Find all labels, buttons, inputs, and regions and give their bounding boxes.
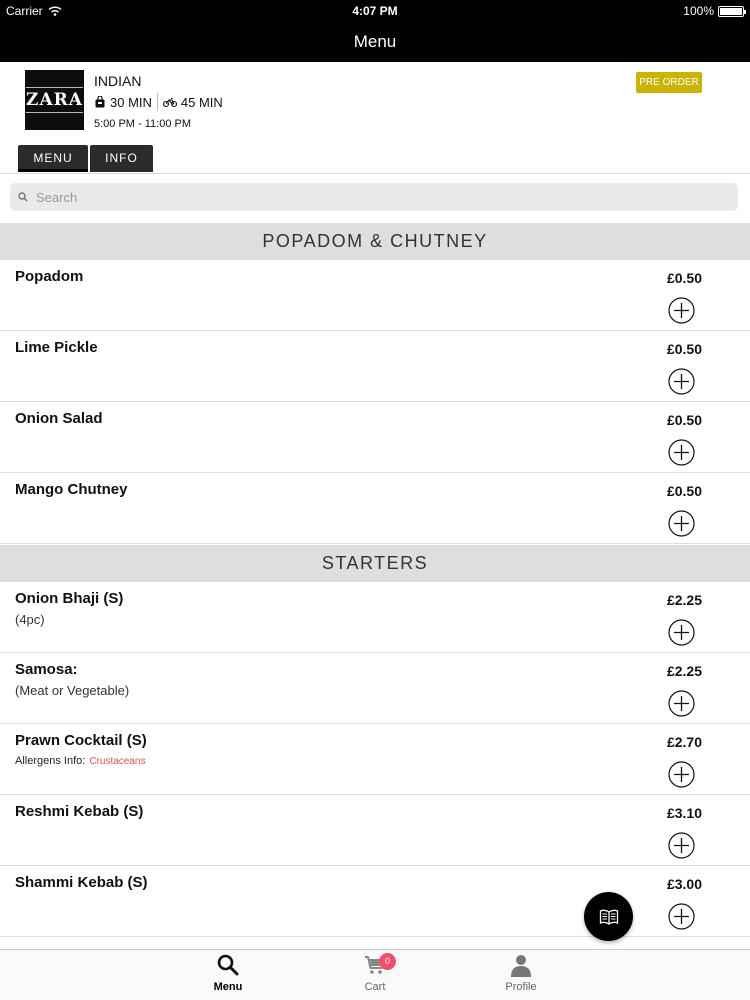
item-name: Prawn Cocktail (S) xyxy=(15,732,147,749)
delivery-times xyxy=(94,93,223,111)
segment-tabs xyxy=(18,145,153,172)
add-icon[interactable] xyxy=(668,439,695,466)
item-name: Onion Bhaji (S) xyxy=(15,590,124,607)
tab-bar-profile[interactable] xyxy=(481,953,561,993)
search-bar xyxy=(10,183,738,211)
item-name: Samosa: xyxy=(15,661,78,678)
logo-text: ZARA xyxy=(26,87,83,113)
battery-group xyxy=(683,4,744,18)
search-icon xyxy=(18,192,28,202)
page-title: Menu xyxy=(353,32,397,51)
carrier-label: Carrier xyxy=(6,4,43,18)
tab-bar-profile-label: Profile xyxy=(505,981,537,993)
restaurant-header xyxy=(0,62,750,174)
cart-count-badge: 0 xyxy=(379,953,396,970)
book-icon xyxy=(599,909,619,925)
menu-item[interactable] xyxy=(0,260,750,331)
status-bar xyxy=(0,0,750,22)
tab-menu[interactable]: MENU xyxy=(18,145,88,172)
battery-icon xyxy=(718,6,744,17)
allergen-info xyxy=(15,755,145,767)
add-icon[interactable] xyxy=(668,510,695,537)
divider xyxy=(157,93,158,111)
item-price: £2.25 xyxy=(666,663,702,679)
menu-item[interactable] xyxy=(0,402,750,473)
menu-item[interactable] xyxy=(0,582,750,653)
item-name: Onion Salad xyxy=(15,410,103,427)
allergen-label: Allergens Info: xyxy=(15,755,86,767)
section-header: POPADOM & CHUTNEY xyxy=(0,223,750,260)
status-time: 4:07 PM xyxy=(352,4,398,18)
tab-bar-cart-label: Cart xyxy=(364,981,386,993)
item-description: (4pc) xyxy=(15,612,45,627)
opening-hours: 5:00 PM - 11:00 PM xyxy=(94,118,192,130)
person-icon xyxy=(509,953,533,977)
search-icon xyxy=(216,953,240,977)
item-price: £3.00 xyxy=(666,876,702,892)
add-icon[interactable] xyxy=(668,690,695,717)
menu-item[interactable] xyxy=(0,795,750,866)
item-price: £0.50 xyxy=(666,412,702,428)
cuisine-label: INDIAN xyxy=(94,73,142,89)
add-icon[interactable] xyxy=(668,761,695,788)
item-name: Shammi Kebab (S) xyxy=(15,874,148,891)
add-icon[interactable] xyxy=(668,368,695,395)
menu-item[interactable] xyxy=(0,724,750,795)
item-description: (Meat or Vegetable) xyxy=(15,683,130,698)
delivery-time-value: 45 MIN xyxy=(180,94,223,110)
nav-bar xyxy=(0,22,750,62)
item-price: £0.50 xyxy=(666,270,702,286)
add-icon[interactable] xyxy=(668,832,695,859)
delivery-time xyxy=(163,95,223,110)
battery-label: 100% xyxy=(683,4,714,18)
add-icon[interactable] xyxy=(668,297,695,324)
tab-bar-menu[interactable] xyxy=(188,953,268,993)
item-price: £0.50 xyxy=(666,483,702,499)
add-icon[interactable] xyxy=(668,903,695,930)
tab-bar xyxy=(0,949,750,1000)
item-name: Popadom xyxy=(15,268,84,285)
item-price: £2.70 xyxy=(666,734,702,750)
menu-item[interactable] xyxy=(0,866,750,937)
tab-info[interactable]: INFO xyxy=(90,145,153,172)
menu-item[interactable] xyxy=(0,473,750,544)
restaurant-logo xyxy=(25,70,84,130)
item-name: Lime Pickle xyxy=(15,339,98,356)
bag-icon xyxy=(94,96,106,108)
item-price: £0.50 xyxy=(666,341,702,357)
item-price: £3.10 xyxy=(666,805,702,821)
collection-time xyxy=(94,95,152,110)
tab-bar-cart[interactable] xyxy=(335,953,415,993)
add-icon[interactable] xyxy=(668,619,695,646)
menu-item[interactable] xyxy=(0,331,750,402)
item-name: Mango Chutney xyxy=(15,481,128,498)
menu-book-button[interactable] xyxy=(584,892,633,941)
collection-time-value: 30 MIN xyxy=(110,94,152,110)
menu-item[interactable] xyxy=(0,653,750,724)
tab-bar-menu-label: Menu xyxy=(213,981,243,993)
search-input[interactable] xyxy=(36,190,716,205)
item-price: £2.25 xyxy=(666,592,702,608)
item-name: Reshmi Kebab (S) xyxy=(15,803,144,820)
allergen-value: Crustaceans xyxy=(89,756,146,767)
section-header: STARTERS xyxy=(0,545,750,582)
bicycle-icon xyxy=(163,96,177,108)
pre-order-badge: PRE ORDER xyxy=(636,72,702,93)
